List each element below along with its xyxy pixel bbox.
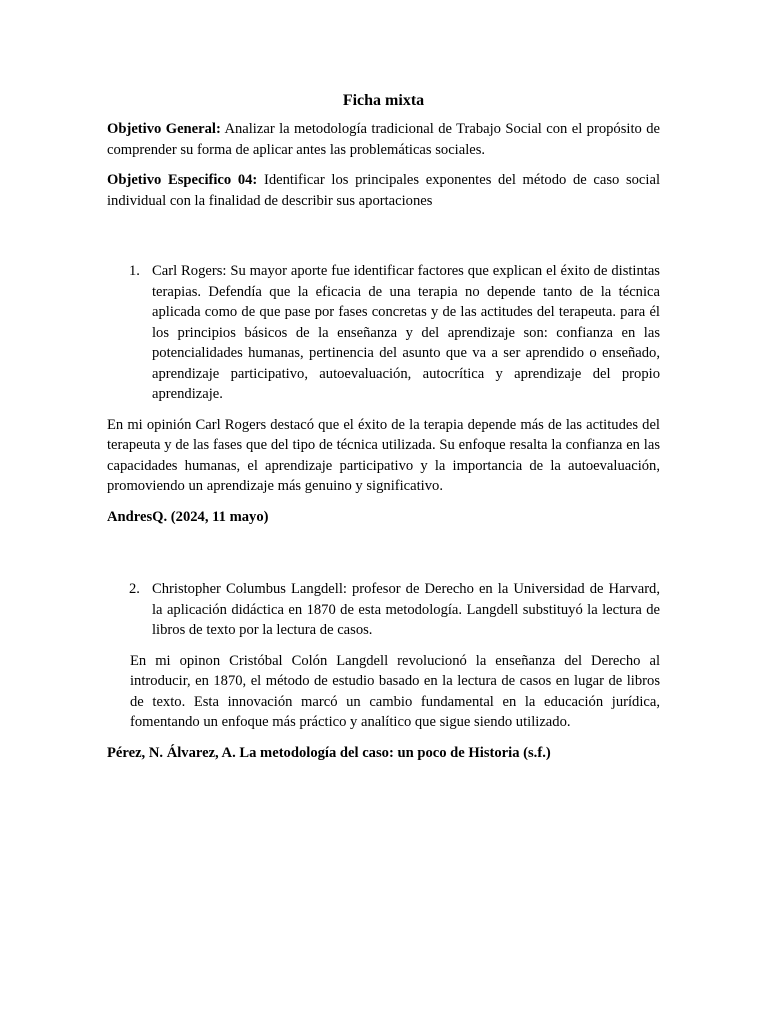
list-item-text: Carl Rogers: Su mayor aporte fue identificar factores que explican el éxito de distintas terapias. Defendía que la eficacia de una terapia no depende tanto de la técnica aplicada como de que pase por fases concretas y de las actitudes del terapeuta. para él los principios básicos de la enseñanza y del aprendizaje son: confianza en las potencialidades humanas, pertinencia del asunto que va a ser aprendido o enseñado, aprendizaje participativo, autoevaluación, autocrítica y aprendizaje del propio aprendizaje.: [152, 263, 660, 402]
list-item-2: [107, 579, 660, 641]
citation-2: Pérez, N. Álvarez, A. La metodología del caso: un poco de Historia (s.f.): [107, 744, 551, 761]
objective-specific-label: Objetivo Especifico 04:: [107, 172, 258, 188]
spacer: [107, 221, 660, 261]
list-number: 1.: [129, 263, 140, 279]
objective-specific: [107, 170, 660, 211]
objective-general-label: Objetivo General:: [107, 121, 221, 137]
objective-general-text: Analizar la metodología tradicional de Trabajo Social con el propósito de comprender su forma de aplicar antes las problemáticas sociales.: [107, 121, 660, 158]
opinion-paragraph-2: En mi opinon Cristóbal Colón Langdell revolucionó la enseñanza del Derecho al introducir, en 1870, el método de estudio basado en la lectura de casos en lugar de libros de texto. Esta innovación marcó un cambio fundamental en la educación jurídica, fomentando un enfoque más práctico y analítico que sigue siendo utilizado.: [130, 652, 660, 730]
list-item-1: [107, 261, 660, 405]
document-page: [107, 88, 660, 773]
list-number: 2.: [129, 581, 140, 597]
spacer: [107, 537, 660, 579]
objective-general: [107, 119, 660, 160]
list-item-text: Christopher Columbus Langdell: profesor de Derecho en la Universidad de Harvard, la aplicación didáctica en 1870 de esta metodología. Langdell substituyó la lectura de libros de texto por la lectura de casos.: [152, 581, 660, 638]
opinion-paragraph-1: En mi opinión Carl Rogers destacó que el éxito de la terapia depende más de las actitudes del terapeuta y de las fases que del tipo de técnica utilizada. Su enfoque resalta la confianza en las capacidades humanas, el aprendizaje participativo y la importancia de la autoevaluación, promoviendo un aprendizaje más genuino y significativo.: [107, 416, 660, 494]
citation-1: AndresQ. (2024, 11 mayo): [107, 508, 269, 525]
document-title: Ficha mixta: [342, 92, 425, 109]
objective-specific-text: Identificar los principales exponentes del método de caso social individual con la finalidad de describir sus aportaciones: [107, 172, 660, 209]
